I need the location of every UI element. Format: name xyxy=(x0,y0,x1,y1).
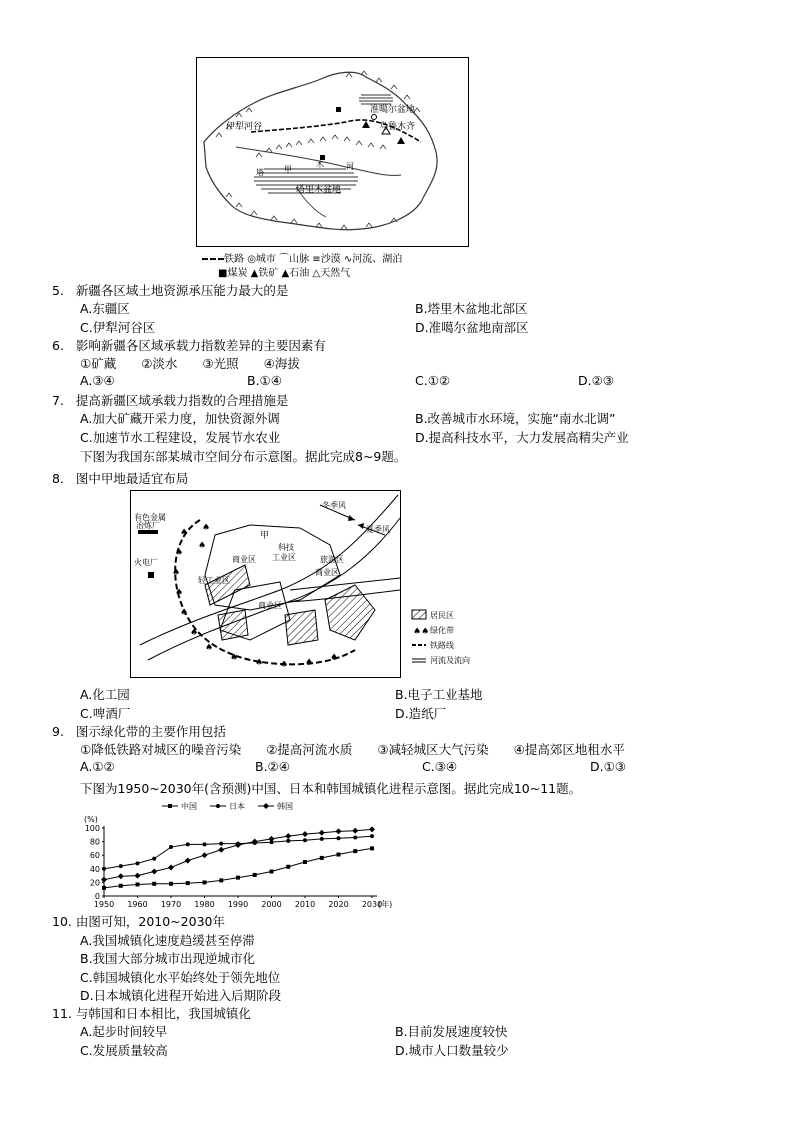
china-point xyxy=(102,886,106,890)
tech-label-1: 科技 xyxy=(278,543,294,552)
korea-point xyxy=(151,869,157,875)
q5-option-d[interactable]: D.准噶尔盆地南部区 xyxy=(415,320,529,335)
winter-wind-label: 冬季风 xyxy=(322,501,346,510)
q8-option-b[interactable]: B.电子工业基地 xyxy=(395,687,483,702)
china-legend-label: 中国 xyxy=(181,802,197,811)
korea-point xyxy=(202,852,208,858)
korea-point xyxy=(118,873,124,879)
japan-point xyxy=(286,839,290,843)
q10-option-d[interactable]: D.日本城镇化进程开始进入后期阶段 xyxy=(80,988,282,1003)
q11-option-b[interactable]: B.目前发展速度较快 xyxy=(395,1024,508,1039)
china-legend-marker xyxy=(168,804,172,808)
china-point xyxy=(286,865,290,869)
question-11: 11. 与韩国和日本相比，我国城镇化 xyxy=(52,1006,251,1021)
china-point xyxy=(320,856,324,860)
q8-option-d[interactable]: D.造纸厂 xyxy=(395,706,447,721)
svg-text:♠: ♠ xyxy=(175,588,184,598)
summer-wind-label: 夏季风 xyxy=(366,525,390,534)
x-tick-label: 2010 xyxy=(294,900,316,909)
svg-text:♠: ♠ xyxy=(205,643,214,653)
y-tick-label: 0 xyxy=(94,892,100,901)
svg-text:♠♠: ♠♠ xyxy=(413,627,430,637)
china-line xyxy=(104,848,372,887)
q5-option-c[interactable]: C.伊犁河谷区 xyxy=(80,320,156,335)
city-legend-icon: ◎ xyxy=(247,254,256,265)
q8-option-a[interactable]: A.化工园 xyxy=(80,687,130,702)
svg-text:♠: ♠ xyxy=(175,548,184,558)
railway-legend-icon xyxy=(202,258,224,260)
svg-text:♠: ♠ xyxy=(255,658,264,668)
japan-point xyxy=(219,842,223,846)
korea-line xyxy=(104,829,372,879)
mountain-legend-icon: ⌒ xyxy=(279,254,290,265)
korea-point xyxy=(369,826,375,832)
svg-text:♠: ♠ xyxy=(280,660,289,670)
japan-point xyxy=(102,867,106,871)
q11-option-a[interactable]: A.起步时间较早 xyxy=(80,1024,168,1039)
china-point xyxy=(119,884,123,888)
svg-text:♠: ♠ xyxy=(330,653,339,663)
japan-point xyxy=(186,842,190,846)
gas-legend-icon: △ xyxy=(312,268,321,279)
junggar-label: 准噶尔盆地 xyxy=(370,105,416,115)
intro-8-9: 下图为我国东部某城市空间分布示意图。据此完成8~9题。 xyxy=(80,449,407,464)
question-5: 5. 新疆各区域土地资源承压能力最大的是 xyxy=(52,283,289,298)
q9-items: ①降低铁路对城区的噪音污染 ②提高河流水质 ③减轻城区大气污染 ④提高郊区地租水平 xyxy=(80,742,625,757)
tourism-label: 旅游区 xyxy=(320,555,344,564)
q7-option-c[interactable]: C.加速节水工程建设，发展节水农业 xyxy=(80,430,281,445)
svg-text:♠: ♠ xyxy=(180,528,189,538)
q6-option-c[interactable]: C.①② xyxy=(415,373,451,388)
ili-label: 伊犁河谷 xyxy=(226,122,263,132)
japan-point xyxy=(337,836,341,840)
q7-option-d[interactable]: D.提高科技水平，大力发展高精尖产业 xyxy=(415,430,629,445)
map1-legend-line2: ■煤炭 ▲铁矿 ▲石油 △天然气 xyxy=(218,268,351,279)
svg-text:♠: ♠ xyxy=(180,608,189,618)
iron-legend-icon: ▲ xyxy=(250,268,259,279)
korea-point xyxy=(302,831,308,837)
legend-greenbelt: 绿化带 xyxy=(430,626,454,635)
q11-option-d[interactable]: D.城市人口数量较少 xyxy=(395,1043,509,1058)
urbanization-chart-svg xyxy=(82,798,412,910)
map1-he-label: 河 xyxy=(346,162,354,171)
q7-option-b[interactable]: B.改善城市水环境，实施“南水北调” xyxy=(415,411,616,426)
svg-text:♠: ♠ xyxy=(190,628,199,638)
japan-point xyxy=(169,845,173,849)
korea-point xyxy=(218,847,224,853)
japan-point xyxy=(353,836,357,840)
map1-jia-label: 甲 xyxy=(284,165,292,174)
svg-text:♠: ♠ xyxy=(305,658,314,668)
y-tick-label: 20 xyxy=(89,878,100,888)
q9-option-b[interactable]: B.②④ xyxy=(255,759,290,774)
korea-point xyxy=(269,836,275,842)
japan-point xyxy=(370,834,374,838)
svg-text:♠: ♠ xyxy=(202,523,211,533)
china-point xyxy=(270,870,274,874)
x-tick-label: 2020 xyxy=(328,900,349,909)
q5-option-a[interactable]: A.东疆区 xyxy=(80,301,130,316)
china-point xyxy=(219,878,223,882)
xinjiang-map xyxy=(196,57,469,247)
x-tick-label: 1960 xyxy=(127,900,148,909)
legend-river: 河流及流向 xyxy=(430,656,470,665)
river-legend-icon: ∿ xyxy=(343,254,353,265)
q10-option-c[interactable]: C.韩国城镇化水平始终处于领先地位 xyxy=(80,970,281,985)
map1-legend-line1: 铁路 ◎城市 ⌒山脉 ≡沙漠 ∿河流、湖泊 xyxy=(202,250,402,265)
q9-option-a[interactable]: A.①② xyxy=(80,759,115,774)
china-point xyxy=(337,853,341,857)
x-tick-label: 1980 xyxy=(194,900,215,909)
question-10: 10. 由图可知，2010~2030年 xyxy=(52,914,225,929)
china-point xyxy=(186,881,190,885)
light-industry-label: 轻工业区 xyxy=(198,576,230,585)
korea-point xyxy=(101,877,107,883)
urumqi-label: 乌鲁木齐 xyxy=(379,122,416,132)
q6-option-b[interactable]: B.①④ xyxy=(247,373,282,388)
q8-option-c[interactable]: C.啤酒厂 xyxy=(80,706,131,721)
svg-text:♠: ♠ xyxy=(198,541,207,551)
korea-point xyxy=(235,842,241,848)
y-tick-label: 100 xyxy=(84,824,100,833)
q11-option-c[interactable]: C.发展质量较高 xyxy=(80,1043,168,1058)
x-tick-label: 2030 xyxy=(361,900,383,909)
korea-point xyxy=(319,830,325,836)
china-point xyxy=(236,876,240,880)
korea-point xyxy=(336,828,342,834)
korea-legend-marker xyxy=(263,803,269,809)
korea-legend-label: 韩国 xyxy=(277,802,293,811)
japan-point xyxy=(303,838,307,842)
china-point xyxy=(253,873,257,877)
legend-railway: 铁路线 xyxy=(430,641,454,650)
x-tick-label: 2000 xyxy=(261,900,282,909)
china-point xyxy=(353,849,357,853)
china-point xyxy=(370,846,374,850)
japan-point xyxy=(136,861,140,865)
oil-legend-icon: ▲ xyxy=(281,268,290,279)
q6-option-a[interactable]: A.③④ xyxy=(80,373,115,388)
x-axis-unit: (年) xyxy=(378,900,393,909)
smelter-label-2: 冶炼厂 xyxy=(136,521,160,530)
japan-point xyxy=(320,837,324,841)
svg-text:♠: ♠ xyxy=(230,653,239,663)
intro-10-11: 下图为1950~2030年(含预测)中国、日本和韩国城镇化进程示意图。据此完成10~11题。 xyxy=(80,781,582,796)
china-point xyxy=(136,882,140,886)
q6-option-d[interactable]: D.②③ xyxy=(578,373,615,388)
q10-option-b[interactable]: B.我国大部分城市出现逆城市化 xyxy=(80,951,256,966)
map1-ta-label: 塔 xyxy=(256,168,264,177)
commercial-label-1: 商业区 xyxy=(232,555,256,564)
japan-point xyxy=(152,857,156,861)
korea-point xyxy=(135,873,141,879)
china-point xyxy=(169,882,173,886)
smelter-label-1: 有色金属 xyxy=(134,513,166,522)
question-6: 6. 影响新疆各区域承载力指数差异的主要因素有 xyxy=(52,338,326,353)
x-tick-label: 1990 xyxy=(227,900,249,909)
urbanization-chart xyxy=(82,798,412,910)
question-7: 7. 提高新疆区域承载力指数的合理措施是 xyxy=(52,393,289,408)
china-point xyxy=(303,860,307,864)
china-point xyxy=(203,880,207,884)
y-tick-label: 60 xyxy=(89,851,100,861)
japan-point xyxy=(119,864,123,868)
korea-point xyxy=(252,839,258,845)
coal-legend-icon: ■ xyxy=(218,268,228,279)
korea-point xyxy=(352,828,358,834)
china-point xyxy=(152,882,156,886)
jia-label: 甲 xyxy=(260,531,270,541)
japan-legend-marker xyxy=(216,804,220,808)
map1-mu-label: 木 xyxy=(316,160,324,169)
city-map xyxy=(130,490,502,678)
power-plant-label: 火电厂 xyxy=(134,558,158,567)
korea-point xyxy=(168,864,174,870)
legend-residential: 居民区 xyxy=(430,611,454,620)
y-tick-label: 40 xyxy=(89,864,100,874)
x-tick-label: 1950 xyxy=(93,900,115,909)
tech-label-2: 工业区 xyxy=(272,553,296,562)
japan-legend-label: 日本 xyxy=(229,802,245,811)
korea-point xyxy=(185,858,191,864)
y-axis-unit: (%) xyxy=(84,815,98,824)
commercial-label-3: 商业区 xyxy=(315,568,339,577)
tarim-label: 塔里木盆地 xyxy=(296,185,342,195)
q7-option-a[interactable]: A.加大矿藏开采力度，加快资源外调 xyxy=(80,411,280,426)
question-8: 8. 图中甲地最适宜布局 xyxy=(52,471,189,486)
svg-text:♠: ♠ xyxy=(172,568,181,578)
korea-point xyxy=(285,833,291,839)
q9-option-c[interactable]: C.③④ xyxy=(422,759,458,774)
x-tick-label: 1970 xyxy=(160,900,182,909)
q9-option-d[interactable]: D.①③ xyxy=(590,759,627,774)
question-9: 9. 图示绿化带的主要作用包括 xyxy=(52,724,226,739)
japan-point xyxy=(203,842,207,846)
q5-option-b[interactable]: B.塔里木盆地北部区 xyxy=(415,301,528,316)
q6-items: ①矿藏 ②淡水 ③光照 ④海拔 xyxy=(80,356,300,371)
y-tick-label: 80 xyxy=(89,837,100,847)
commercial-label-2: 商业区 xyxy=(258,601,282,610)
desert-legend-icon: ≡ xyxy=(312,254,321,265)
q10-option-a[interactable]: A.我国城镇化速度趋缓甚至停滞 xyxy=(80,933,255,948)
japan-line xyxy=(104,836,372,869)
